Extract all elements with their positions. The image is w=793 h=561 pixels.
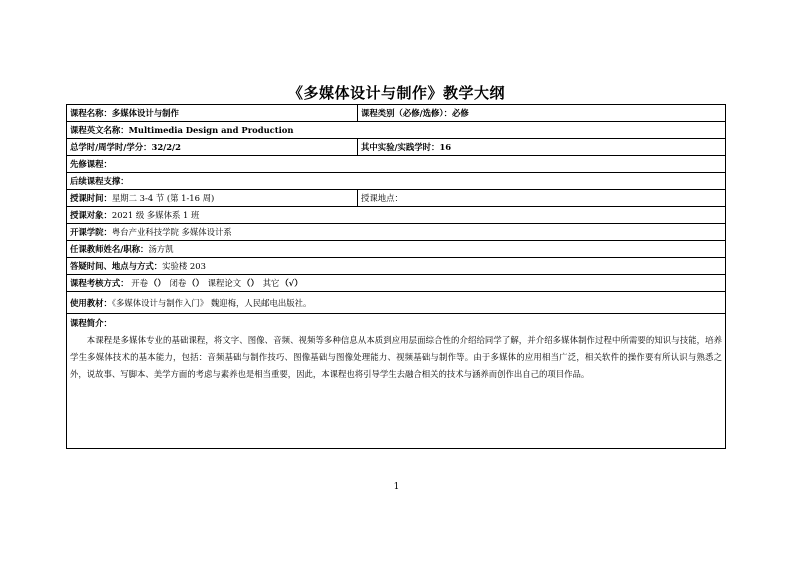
location-cell (358, 190, 726, 207)
assessment-mark-checked: （√） (280, 278, 303, 288)
row-department (67, 224, 726, 241)
qa-cell (67, 258, 726, 275)
row-hours (67, 139, 726, 156)
time-label: 授课时间： (70, 193, 112, 203)
audience-value: 2021 级 多媒体系 1 班 (111, 210, 200, 220)
assessment-mark: （） (149, 278, 166, 288)
department-cell (67, 224, 726, 241)
assessment-option-other: 其它（√） (262, 278, 303, 288)
textbook-label: 使用教材： (70, 297, 112, 308)
row-assessment (67, 275, 726, 292)
audience-cell (67, 207, 726, 224)
textbook-cell (67, 292, 726, 314)
department-label: 开课学院： (70, 227, 112, 237)
time-cell (67, 190, 358, 207)
lab-hours-label: 其中实验/实践学时： (361, 142, 440, 152)
audience-label: 授课对象： (70, 210, 112, 220)
page-number: 1 (393, 482, 400, 492)
prerequisite-cell (67, 156, 726, 173)
hours-value: 32/2/2 (151, 142, 181, 152)
teacher-cell (67, 241, 726, 258)
row-qa (67, 258, 726, 275)
row-course-name (67, 105, 726, 122)
followup-cell (67, 173, 726, 190)
row-intro (67, 314, 726, 449)
location-label: 授课地点： (361, 193, 403, 203)
teacher-label: 任课教师姓名/职称： (70, 244, 149, 254)
department-value: 粤台产业科技学院 多媒体设计系 (111, 227, 232, 237)
hours-cell (67, 139, 358, 156)
followup-label: 后续课程支撑： (70, 176, 129, 186)
row-textbook (67, 292, 726, 314)
assessment-mark: （） (187, 278, 204, 288)
course-name-value: 多媒体设计与制作 (111, 108, 179, 118)
lab-hours-value: 16 (439, 142, 452, 152)
row-prerequisite (67, 156, 726, 173)
syllabus-table (66, 104, 726, 449)
assessment-option-closed-book: 闭卷（） (169, 278, 204, 288)
intro-label: 课程简介： (70, 318, 112, 328)
intro-cell (67, 314, 726, 449)
course-en-name-value: Multimedia Design and Production (128, 125, 294, 135)
course-type-label: 课程类别（必修/选修）： (361, 108, 452, 118)
row-audience (67, 207, 726, 224)
qa-value: 实验楼 203 (162, 261, 206, 271)
course-en-name-cell (67, 122, 726, 139)
assessment-cell (67, 275, 726, 292)
course-name-cell (67, 105, 358, 122)
syllabus-title: 《多媒体设计与制作》教学大纲 (287, 84, 505, 102)
textbook-value: 《多媒体设计与制作入门》 魏迎梅，人民邮电出版社。 (111, 297, 312, 308)
row-course-en-name (67, 122, 726, 139)
hours-label: 总学时/周学时/学分： (70, 142, 152, 152)
row-followup (67, 173, 726, 190)
assessment-mark: （） (242, 278, 259, 288)
prerequisite-label: 先修课程： (70, 159, 112, 169)
assessment-option-open-book: 开卷（） (131, 278, 166, 288)
course-type-cell (358, 105, 726, 122)
row-teacher (67, 241, 726, 258)
course-name-label: 课程名称： (70, 108, 112, 118)
assessment-option-paper: 课程论文（） (207, 278, 259, 288)
teacher-value: 汤方凯 (148, 244, 174, 254)
lab-hours-cell (358, 139, 726, 156)
intro-text: 本课程是多媒体专业的基础课程，将文字、图像、音频、视频等多种信息从本质到应用层面综合性的介绍给同学了解，并介绍多媒体制作过程中所需要的知识与技能，培养学生多媒体技术的基本能力，包括：音频基础与制作技巧、图像基础与图像处理能力、视频基础与制作等。由于多媒体的应用相当广泛，相关软件的操作要有所认识与熟悉之外，说故事、写脚本、美学方面的考虑与素养也是相当重要，因此，本课程也将引导学生去融合相关的技术与涵养而创作出自己的项目作品。 (70, 335, 722, 379)
assessment-label: 课程考核方式： (70, 278, 129, 288)
qa-label: 答疑时间、地点与方式： (70, 261, 163, 271)
row-time (67, 190, 726, 207)
time-value: 星期二 3-4 节 (第 1-16 周) (111, 193, 215, 203)
course-type-value: 必修 (452, 108, 469, 118)
course-en-name-label: 课程英文名称： (70, 125, 129, 135)
